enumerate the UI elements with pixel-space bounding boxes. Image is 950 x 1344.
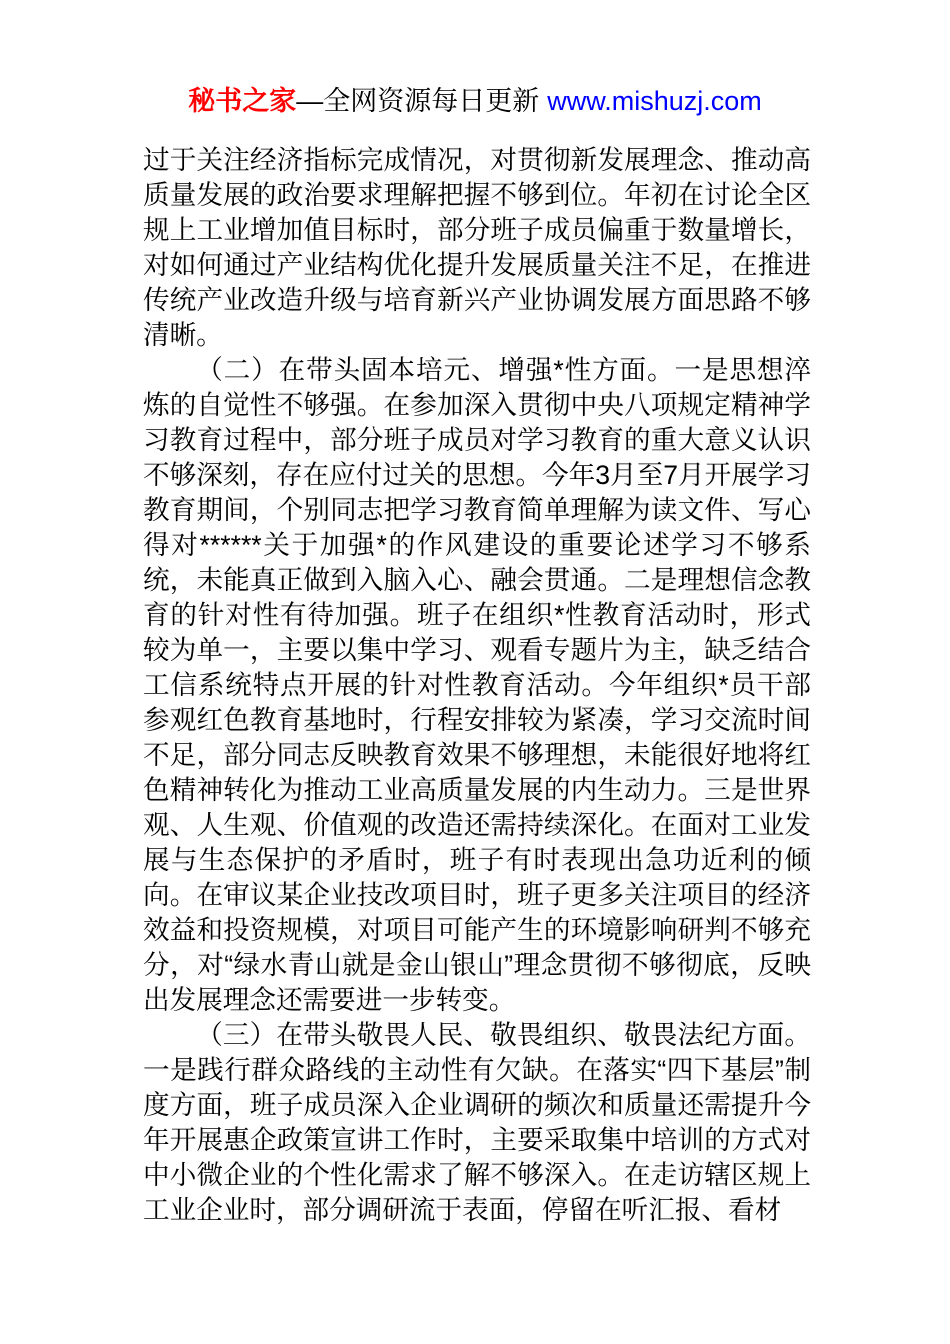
page-header <box>0 84 950 118</box>
paragraph-section-2: （二）在带头固本培元、增强*性方面。一是思想淬炼的自觉性不够强。在参加深入贯彻中央八项规定精神学习教育过程中，部分班子成员对学习教育的重大意义认识不够深刻，存在应付过关的思想。今年3月至7月开展学习教育期间，个别同志把学习教育简单理解为读文件、写心得对******关于加强*的作风建设的重要论述学习不够系统，未能真正做到入脑入心、融会贯通。二是理想信念教育的针对性有待加强。班子在组织*性教育活动时，形式较为单一，主要以集中学习、观看专题片为主，缺乏结合工信系统特点开展的针对性教育活动。今年组织*员干部参观红色教育基地时，行程安排较为紧凑，学习交流时间不足，部分同志反映教育效果不够理想，未能很好地将红色精神转化为推动工业高质量发展的内生动力。三是世界观、人生观、价值观的改造还需持续深化。在面对工业发展与生态保护的矛盾时，班子有时表现出急功近利的倾向。在审议某企业技改项目时，班子更多关注项目的经济效益和投资规模，对项目可能产生的环境影响研判不够充分，对“绿水青山就是金山银山”理念贯彻不够彻底，反映出发展理念还需要进一步转变。 <box>143 355 811 1015</box>
site-name: 秘书之家 <box>188 86 297 116</box>
site-url-link[interactable]: www.mishuzj.com <box>547 86 762 116</box>
document-body <box>143 143 811 1228</box>
header-tagline: —全网资源每日更新 <box>296 86 540 116</box>
paragraph-section-3: （三）在带头敬畏人民、敬畏组织、敬畏法纪方面。一是践行群众路线的主动性有欠缺。在落实“四下基层”制度方面，班子成员深入企业调研的频次和质量还需提升今年开展惠企政策宣讲工作时，主要采取集中培训的方式对中小微企业的个性化需求了解不够深入。在走访辖区规上工业企业时，部分调研流于表面，停留在听汇报、看材 <box>143 1020 811 1225</box>
paragraph-continuation: 过于关注经济指标完成情况，对贯彻新发展理念、推动高质量发展的政治要求理解把握不够到位。年初在讨论全区规上工业增加值目标时，部分班子成员偏重于数量增长，对如何通过产业结构优化提升发展质量关注不足，在推进传统产业改造升级与培育新兴产业协调发展方面思路不够清晰。 <box>143 145 811 350</box>
